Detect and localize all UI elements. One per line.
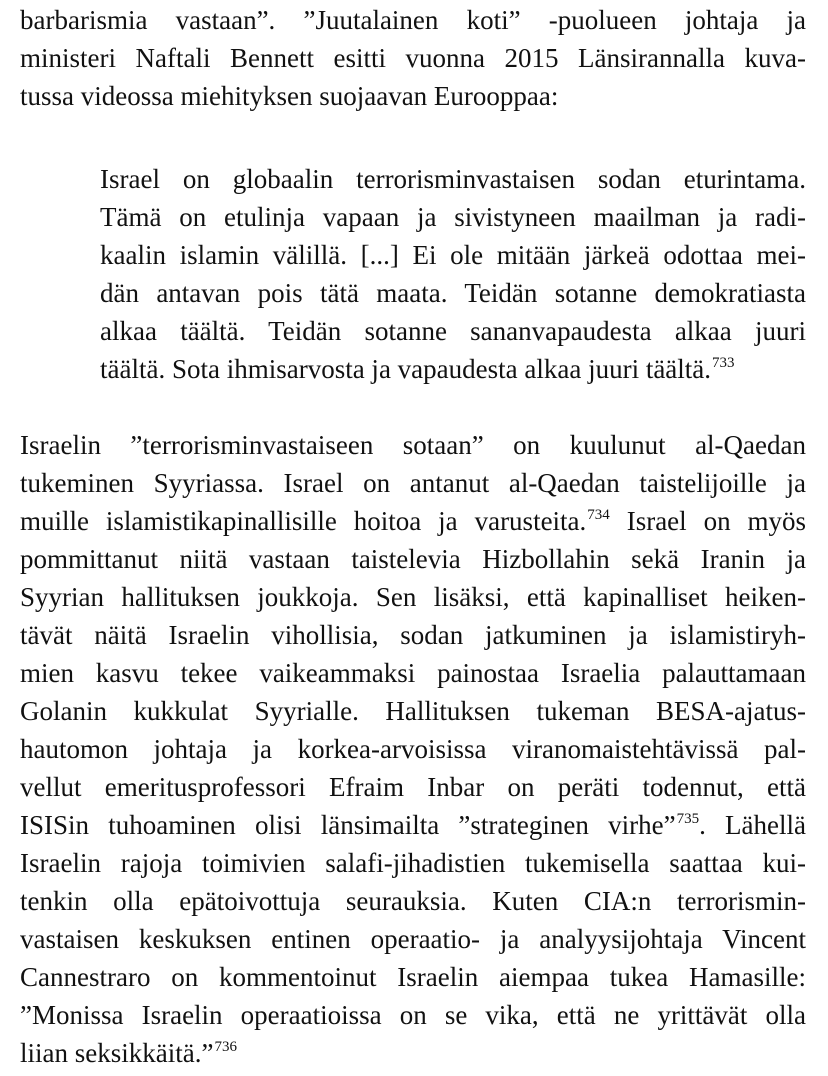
footnote-marker[interactable]: 736	[214, 1039, 237, 1055]
text-line: vellut emeritusprofessori Efraim Inbar on peräti todennut, että	[20, 772, 806, 802]
quote-line	[100, 351, 806, 387]
text-line: tenkin olla epätoivottuja seurauksia. Kuten CIA:n terrorismin-	[20, 886, 806, 916]
text-line: vastaisen keskuksen entinen operaatio- ja analyysijohtaja Vincent	[20, 924, 806, 954]
text-line	[20, 1035, 237, 1071]
quote-line: alkaa täältä. Teidän sotanne sananvapaudesta alkaa juuri	[100, 316, 806, 346]
text-line	[20, 807, 806, 843]
quote-line: Israel on globaalin terrorisminvastaisen sodan eturintama.	[100, 164, 806, 194]
text-line: tävät näitä Israelin vihollisia, sodan jatkuminen ja islamistiryh-	[20, 620, 806, 650]
quote-line: dän antavan pois tätä maata. Teidän sotanne demokratiasta	[100, 278, 806, 308]
line-text: ISISin tuhoaminen olisi länsimailta ”strateginen virhe”	[20, 810, 676, 840]
text-line: Golanin kukkulat Syyrialle. Hallituksen tukeman BESA-ajatus-	[20, 696, 806, 726]
footnote-marker[interactable]: 735	[676, 811, 700, 827]
text-line: Israelin rajoja toimivien salafi-jihadistien tukemisella saattaa kui-	[20, 848, 806, 878]
line-text: . Lähellä	[699, 810, 806, 840]
quote-line: Tämä on etulinja vapaan ja sivistyneen maailman ja radi-	[100, 202, 806, 232]
text-line: tukeminen Syyriassa. Israel on antanut al-Qaedan taistelijoille ja	[20, 468, 806, 498]
text-line: Israelin ”terrorisminvastaiseen sotaan” on kuulunut al-Qaedan	[20, 430, 806, 460]
line-text: Israel on myös	[609, 506, 806, 536]
text-line: ”Monissa Israelin operaatioissa on se vika, että ne yrittävät olla	[20, 1000, 806, 1030]
line-text: muille islamistikapinallisille hoitoa ja varusteita.	[20, 506, 587, 536]
text-line: Cannestraro on kommentoinut Israelin aiempaa tukea Hamasille:	[20, 962, 806, 992]
text-line: tussa videossa miehityksen suojaavan Eurooppaa:	[20, 81, 559, 111]
text-line: Syyrian hallituksen joukkoja. Sen lisäksi, että kapinalliset heiken-	[20, 582, 806, 612]
footnote-marker[interactable]: 733	[712, 355, 735, 371]
quote-line: kaalin islamin välillä. [...] Ei ole mitään järkeä odottaa mei-	[100, 240, 806, 270]
text-line: ministeri Naftali Bennett esitti vuonna 2015 Länsirannalla kuva-	[20, 43, 806, 73]
text-line: pommittanut niitä vastaan taistelevia Hizbollahin sekä Iranin ja	[20, 544, 806, 574]
text-line: mien kasvu tekee vaikeammaksi painostaa Israelia palauttamaan	[20, 658, 806, 688]
text-line: barbarismia vastaan”. ”Juutalainen koti” -puolueen johtaja ja	[20, 5, 806, 35]
text-line: hautomon johtaja ja korkea-arvoisissa viranomaistehtävissä pal-	[20, 734, 806, 764]
text-line	[20, 503, 806, 539]
quote-text: täältä. Sota ihmisarvosta ja vapaudesta alkaa juuri täältä.	[100, 354, 712, 384]
line-text: liian seksikkäitä.”	[20, 1038, 214, 1068]
footnote-marker[interactable]: 734	[587, 507, 610, 523]
